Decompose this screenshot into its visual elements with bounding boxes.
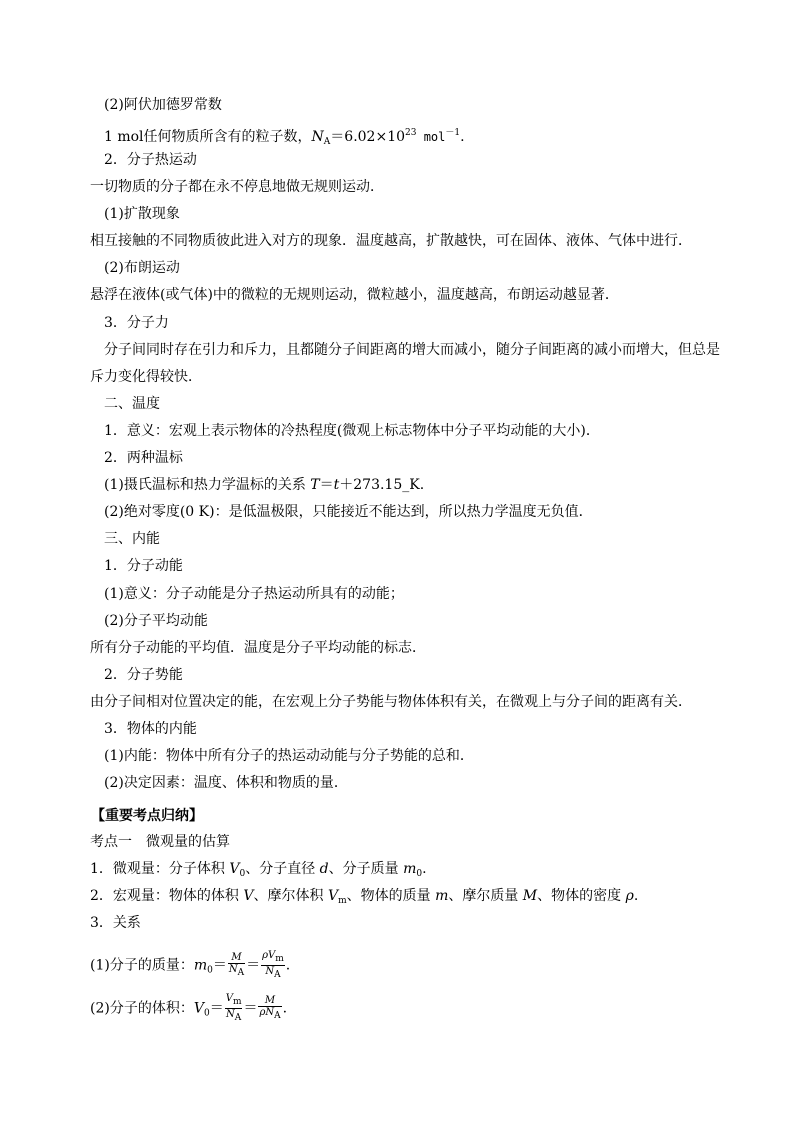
internal-energy-definition: (1)内能：物体中所有分子的热运动动能与分子势能的总和． xyxy=(104,748,474,764)
topic-one-heading: 考点一 微观量的估算 xyxy=(90,834,230,850)
diffusion-heading: (1)扩散现象 xyxy=(104,206,180,222)
fraction-m-over-rho-na: $\frac{M}{\rho N_A}$ xyxy=(259,995,281,1021)
fraction-vm-over-na: $\frac{V_m}{N_A}$ xyxy=(225,993,242,1023)
thermal-motion-text: 一切物质的分子都在永不停息地做无规则运动． xyxy=(90,179,384,195)
relation-heading: 3．关系 xyxy=(90,915,141,931)
brownian-heading: (2)布朗运动 xyxy=(104,260,180,276)
thermal-motion-heading: 2．分子热运动 xyxy=(104,152,197,168)
temperature-relation: (1)摄氏温标和热力学温标的关系 T＝t＋273.15_K. xyxy=(104,477,425,493)
internal-energy-section-heading: 三、内能 xyxy=(104,531,160,547)
macro-quantities: 2．宏观量：物体的体积 V、摩尔体积 $V_m$、物体的质量 m、摩尔质量 M、物体的密度 ρ. xyxy=(90,888,639,906)
micro-quantities: 1．微观量：分子体积 $V_0$、分子直径 d、分子质量 $m_0$. xyxy=(90,861,427,879)
average-kinetic-heading: (2)分子平均动能 xyxy=(104,613,208,629)
avogadro-heading: (2)阿伏加德罗常数 xyxy=(104,97,222,113)
average-kinetic-text: 所有分子动能的平均值．温度是分子平均动能的标志． xyxy=(90,640,426,656)
temperature-meaning: 1．意义：宏观上表示物体的冷热程度(微观上标志物体中分子平均动能的大小)． xyxy=(104,423,600,439)
molecular-mass-formula: (1)分子的质量：$m_0=$ $\frac{M}{N_A}$ ＝ $\frac{\rho V_m}{N_A}$ . xyxy=(90,950,291,980)
potential-energy-heading: 2．分子势能 xyxy=(104,667,183,683)
kinetic-energy-heading: 1．分子动能 xyxy=(104,558,183,574)
temperature-scales-heading: 2．两种温标 xyxy=(104,450,183,466)
temperature-section-heading: 二、温度 xyxy=(104,396,160,412)
fraction-m-over-na: $\frac{M}{N_A}$ xyxy=(228,952,245,978)
body-internal-energy-heading: 3．物体的内能 xyxy=(104,721,197,737)
internal-energy-factors: (2)决定因素：温度、体积和物质的量． xyxy=(104,775,348,791)
absolute-zero: (2)绝对零度(0 K)：是低温极限，只能接近不能达到，所以热力学温度无负值． xyxy=(104,504,593,520)
diffusion-text: 相互接触的不同物质彼此进入对方的现象．温度越高，扩散越快，可在固体、液体、气体中进行． xyxy=(90,233,692,249)
kinetic-energy-meaning: (1)意义：分子动能是分子热运动所具有的动能； xyxy=(104,586,404,602)
force-text-1: 分子间同时存在引力和斥力，且都随分子间距离的增大而减小，随分子间距离的减小而增大，但总是 xyxy=(104,342,720,358)
potential-energy-text: 由分子间相对位置决定的能，在宏观上分子势能与物体体积有关，在微观上与分子间的距离有关． xyxy=(90,694,692,710)
molecular-volume-formula: (2)分子的体积：$V_0=$ $\frac{V_m}{N_A}$ ＝ $\frac{M}{\rho N_A}$ . xyxy=(90,993,288,1023)
avogadro-definition: 1 mol任何物质所含有的粒子数，$N_A=6.02\times 10^{23}$ mol$^{-1}$. xyxy=(104,128,465,147)
force-text-2: 斥力变化得较快． xyxy=(90,369,202,385)
key-points-heading: 【重要考点归纳】 xyxy=(91,808,203,824)
fraction-rho-vm-over-na: $\frac{\rho V_m}{N_A}$ xyxy=(262,950,284,980)
brownian-text: 悬浮在液体(或气体)中的微粒的无规则运动，微粒越小，温度越高，布朗运动越显著． xyxy=(90,287,619,303)
force-heading: 3．分子力 xyxy=(104,315,169,331)
